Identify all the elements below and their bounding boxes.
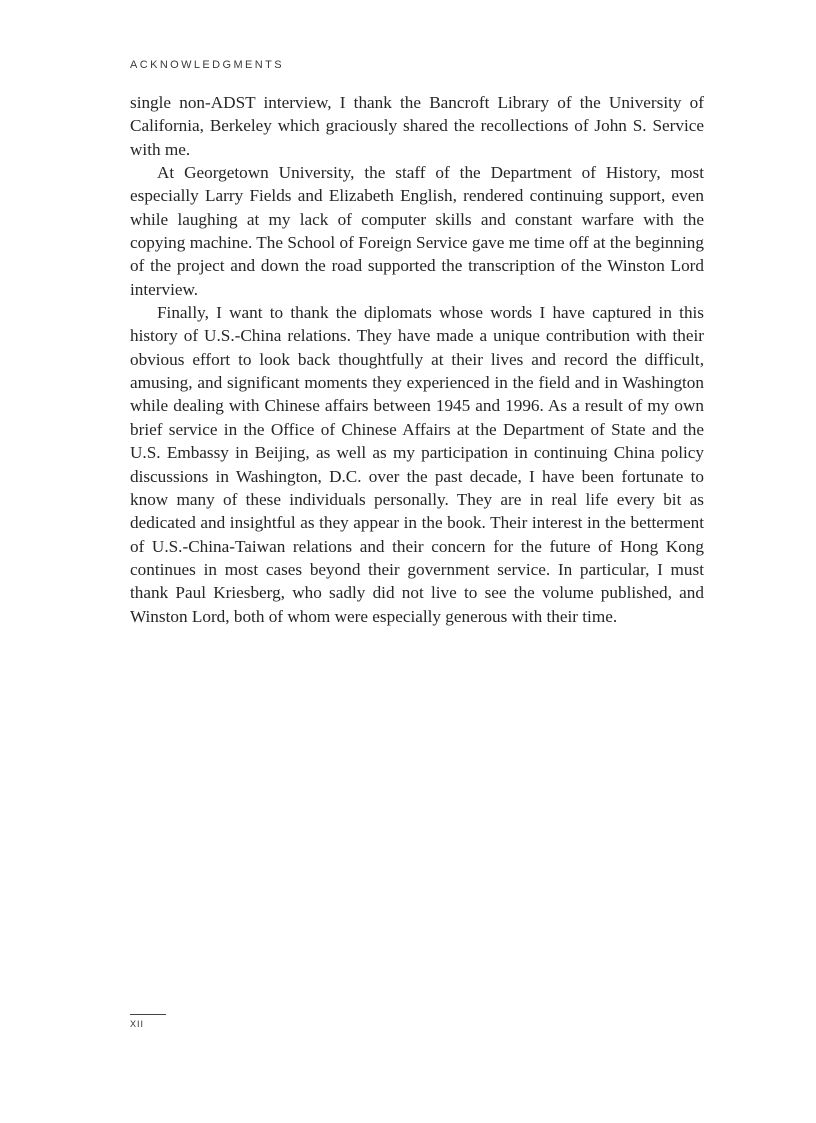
page-number: XII bbox=[130, 1019, 145, 1029]
body-text bbox=[130, 91, 704, 628]
running-head: ACKNOWLEDGMENTS bbox=[130, 59, 284, 71]
paragraph-continued: single non-ADST interview, I thank the Bancroft Library of the University of California, Berkeley which graciously shared the recollections of John S. Service with me. bbox=[130, 93, 704, 159]
paragraph-georgetown: At Georgetown University, the staff of the Department of History, most especially Larry Fields and Elizabeth English, rendered continuing support, even while laughing at my lack of computer skills and constant warfare with the copying machine. The School of Foreign Service gave me time off at the beginning of the project and down the road supported the transcription of the Winston Lord interview. bbox=[130, 163, 704, 299]
paragraph-diplomats: Finally, I want to thank the diplomats whose words I have captured in this history of U.S.-China relations. They have made a unique contribution with their obvious effort to look back thoughtfully at their lives and record the difficult, amusing, and significant moments they experienced in the field and in Washington while dealing with Chinese affairs between 1945 and 1996. As a result of my own brief service in the Office of Chinese Affairs at the Department of State and the U.S. Embassy in Beijing, as well as my participation in continuing China policy discussions in Washington, D.C. over the past decade, I have been fortunate to know many of these individuals personally. They are in real life every bit as dedicated and insightful as they appear in the book. Their interest in the betterment of U.S.-China-Taiwan relations and their concern for the future of Hong Kong continues in most cases beyond their government service. In particular, I must thank Paul Kriesberg, who sadly did not live to see the volume published, and Winston Lord, both of whom were especially generous with their time. bbox=[130, 303, 704, 626]
folio-rule bbox=[130, 1014, 166, 1015]
